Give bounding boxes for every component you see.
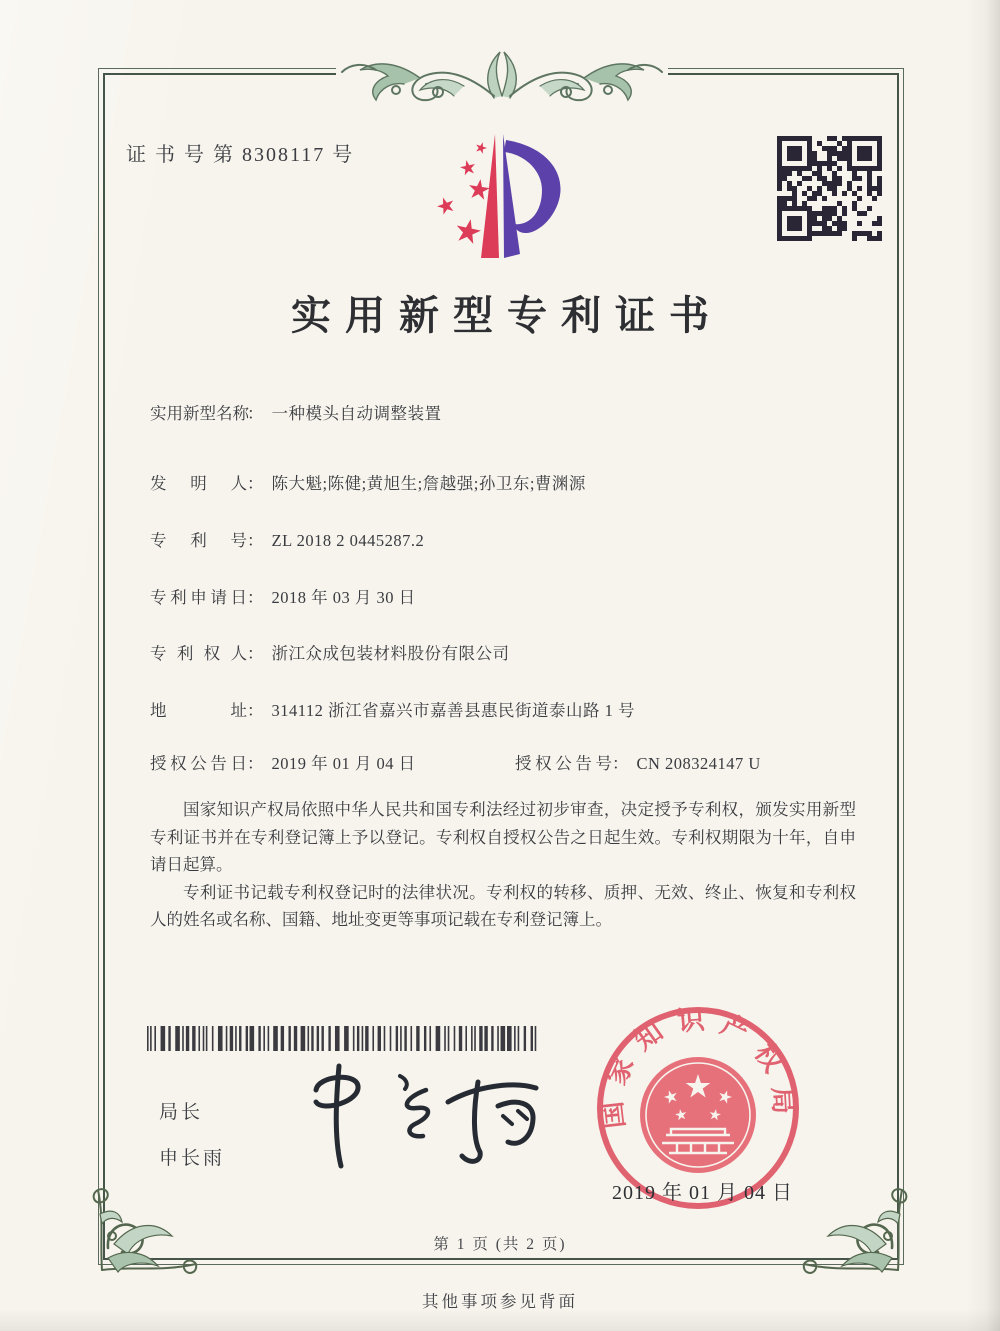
field-label: 专利号 [150,531,247,550]
field-value: ZL 2018 2 0445287.2 [271,531,425,550]
field-value: 一种模头自动调整装置 [271,404,442,423]
field-label: 授权公告号 [515,754,612,773]
page-number: 第 1 页 (共 2 页) [433,1236,567,1253]
director-block [159,1090,225,1182]
legal-text [150,796,856,934]
field-colon: ： [247,588,264,607]
field-row-filing-date [150,584,880,608]
field-row-grant [150,750,880,774]
field-value: 2018 年 03 月 30 日 [271,588,416,607]
field-row-name [150,400,880,424]
seal-date: 2019 年 01 月 04 日 [612,1182,793,1204]
field-value: CN 208324147 U [636,754,761,773]
back-side-note: 其他事项参见背面 [422,1292,578,1311]
field-label: 专利权人 [150,644,247,663]
field-colon: ： [247,701,264,720]
field-value: 314112 浙江省嘉兴市嘉善县惠民街道泰山路 1 号 [271,701,636,720]
certificate-title: 实用新型专利证书 [291,293,723,338]
director-title: 局长 [159,1102,204,1123]
grant-no-pair [515,750,761,774]
field-colon: ： [247,404,264,423]
national-emblem [640,1057,756,1173]
grant-date-pair [150,754,416,773]
legal-paragraph-2: 专利证书记载专利权登记时的法律状况。专利权的转移、质押、无效、终止、恢复和专利权人的姓名或名称、国籍、地址变更等事项记载在专利登记簿上。 [150,882,856,930]
field-row-address [150,697,880,721]
field-row-patentee [150,640,880,664]
director-name: 申长雨 [159,1148,226,1169]
field-row-patent-no [150,527,880,551]
legal-paragraph-1: 国家知识产权局依照中华人民共和国专利法经过初步审查，决定授予专利权，颁发实用新型专利证书并在专利登记簿上予以登记。专利权自授权公告之日起生效。专利权期限为十年，自申请日起算。 [150,800,856,875]
field-label: 地址 [150,701,247,720]
director-signature-icon [282,1052,552,1177]
field-label: 实用新型名称 [150,404,249,423]
field-row-inventors [150,470,880,494]
qr-code-icon [777,136,883,242]
certificate-number: 证 书 号 第 8308117 号 [126,144,355,166]
field-value: 浙江众成包装材料股份有限公司 [271,644,510,663]
field-label: 授权公告日 [150,754,247,773]
field-label: 专利申请日 [150,588,247,607]
field-colon: ： [247,644,264,663]
field-value: 2019 年 01 月 04 日 [271,754,416,773]
field-value: 陈大魁;陈健;黄旭生;詹越强;孙卫东;曹渊源 [271,474,586,493]
field-colon: ： [247,754,264,773]
field-colon: ： [247,474,264,493]
seal-org-text: 国家知识产权局 [597,1004,799,1131]
field-colon: ： [612,754,629,773]
cnipa-logo-icon [424,128,576,268]
field-colon: ： [247,531,264,550]
barcode-icon [147,1026,541,1051]
field-label: 发明人 [150,474,247,493]
